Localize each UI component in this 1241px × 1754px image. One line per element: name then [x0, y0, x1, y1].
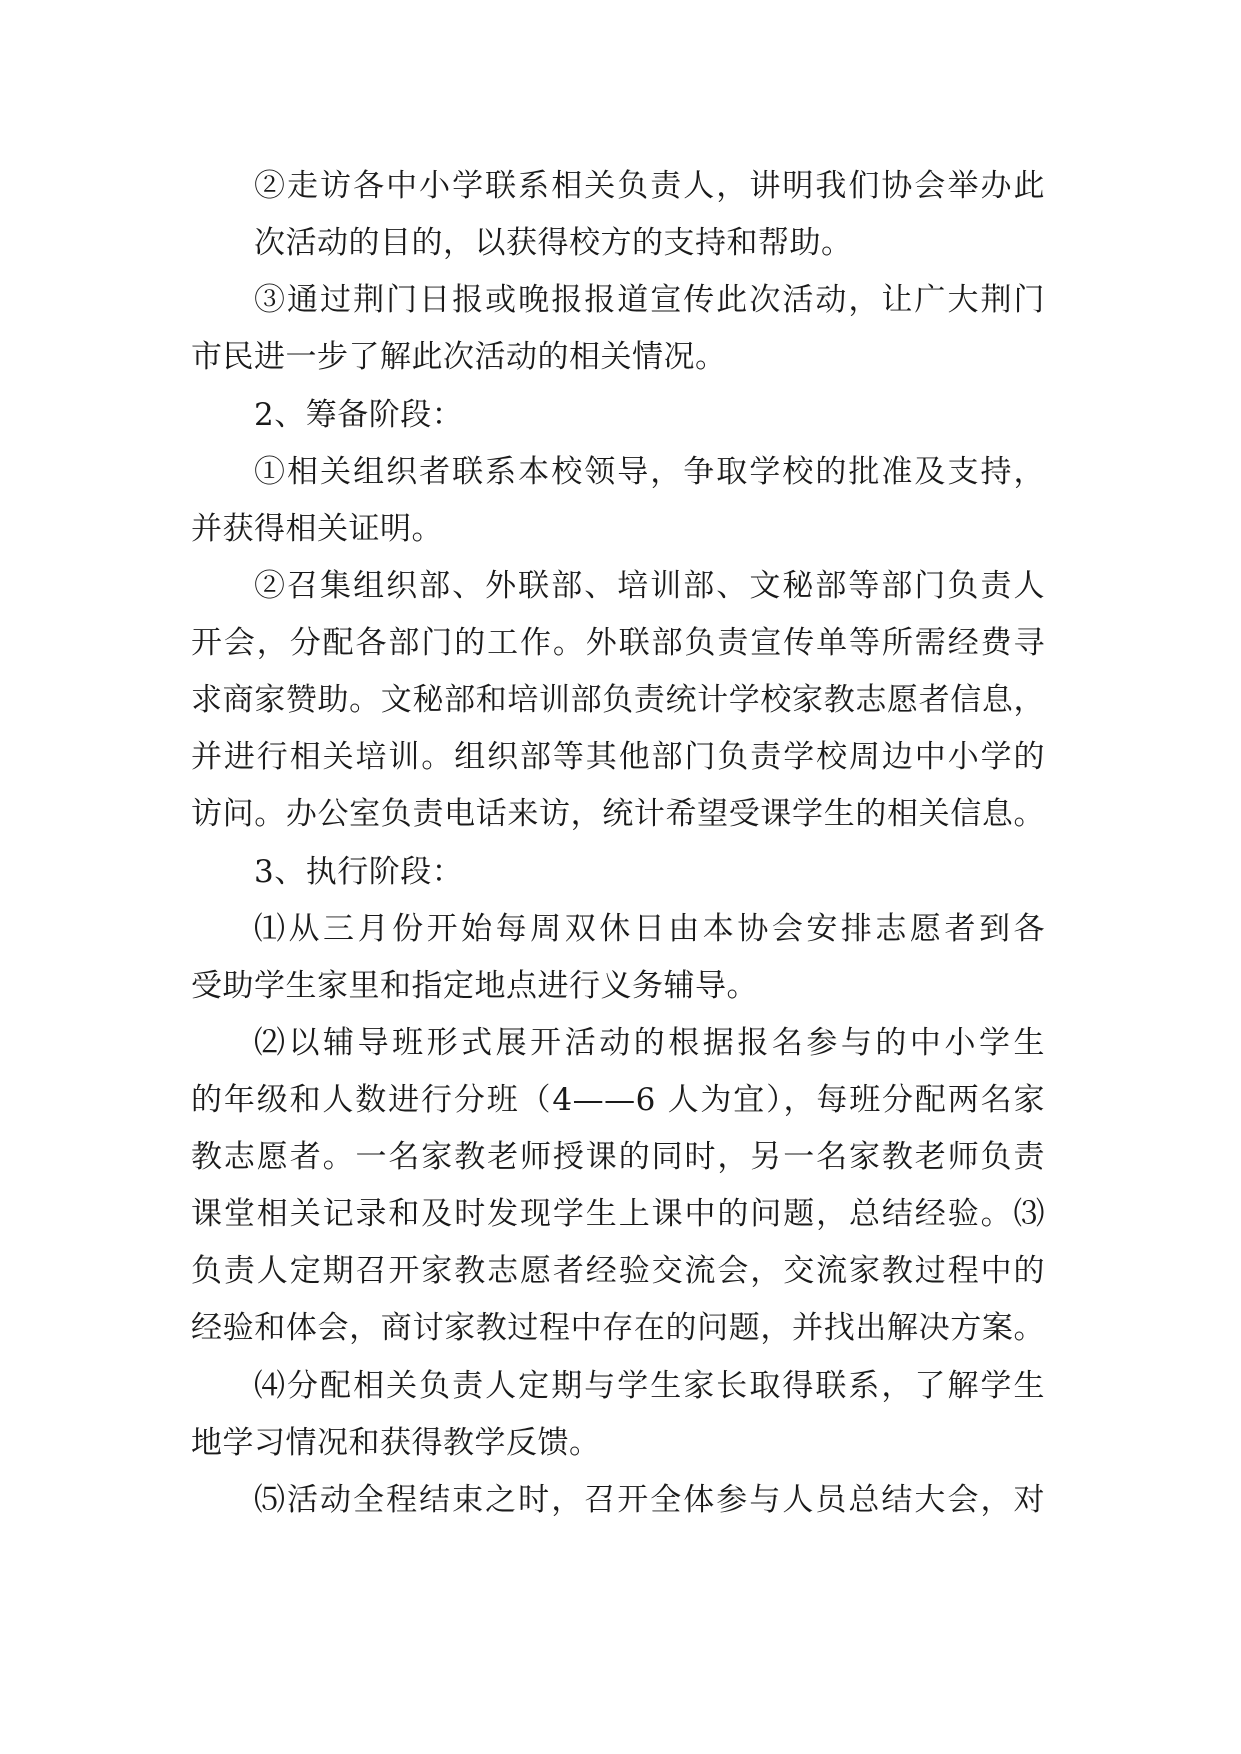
text-line: 负责人定期召开家教志愿者经验交流会，交流家教过程中的	[191, 1253, 1045, 1289]
text-line: 的年级和人数进行分班（4——6 人为宜），每班分配两名家	[191, 1082, 1045, 1118]
text-line: 次活动的目的，以获得校方的支持和帮助。	[254, 225, 853, 261]
section-heading: 2、筹备阶段：	[254, 397, 464, 433]
text-line: ①相关组织者联系本校领导，争取学校的批准及支持，	[254, 454, 1045, 490]
text-line: ⑵以辅导班形式展开活动的根据报名参与的中小学生	[254, 1025, 1045, 1061]
text-line: ⑴从三月份开始每周双休日由本协会安排志愿者到各	[254, 911, 1045, 947]
section-heading: 3、执行阶段：	[254, 854, 464, 890]
text-line: 市民进一步了解此次活动的相关情况。	[191, 339, 727, 375]
text-line: 课堂相关记录和及时发现学生上课中的问题，总结经验。⑶	[191, 1196, 1045, 1232]
text-line: ⑷分配相关负责人定期与学生家长取得联系，了解学生	[254, 1368, 1045, 1404]
text-line: 受助学生家里和指定地点进行义务辅导。	[191, 968, 758, 1004]
text-line: ⑸活动全程结束之时，召开全体参与人员总结大会，对	[254, 1482, 1045, 1518]
text-line: ③通过荆门日报或晚报报道宣传此次活动，让广大荆门	[254, 282, 1045, 318]
text-line: 访问。办公室负责电话来访，统计希望受课学生的相关信息。	[191, 796, 1045, 832]
text-line: 教志愿者。一名家教老师授课的同时，另一名家教老师负责	[191, 1139, 1045, 1175]
text-line: ②召集组织部、外联部、培训部、文秘部等部门负责人	[254, 568, 1045, 604]
text-line: 地学习情况和获得教学反馈。	[191, 1425, 601, 1461]
text-line: 并获得相关证明。	[191, 511, 443, 547]
text-line: 经验和体会，商讨家教过程中存在的问题，并找出解决方案。	[191, 1310, 1045, 1346]
text-line: 并进行相关培训。组织部等其他部门负责学校周边中小学的	[191, 739, 1045, 775]
text-line: 求商家赞助。文秘部和培训部负责统计学校家教志愿者信息，	[191, 682, 1045, 718]
text-line: 开会，分配各部门的工作。外联部负责宣传单等所需经费寻	[191, 625, 1045, 661]
text-line: ②走访各中小学联系相关负责人，讲明我们协会举办此	[254, 168, 1045, 204]
